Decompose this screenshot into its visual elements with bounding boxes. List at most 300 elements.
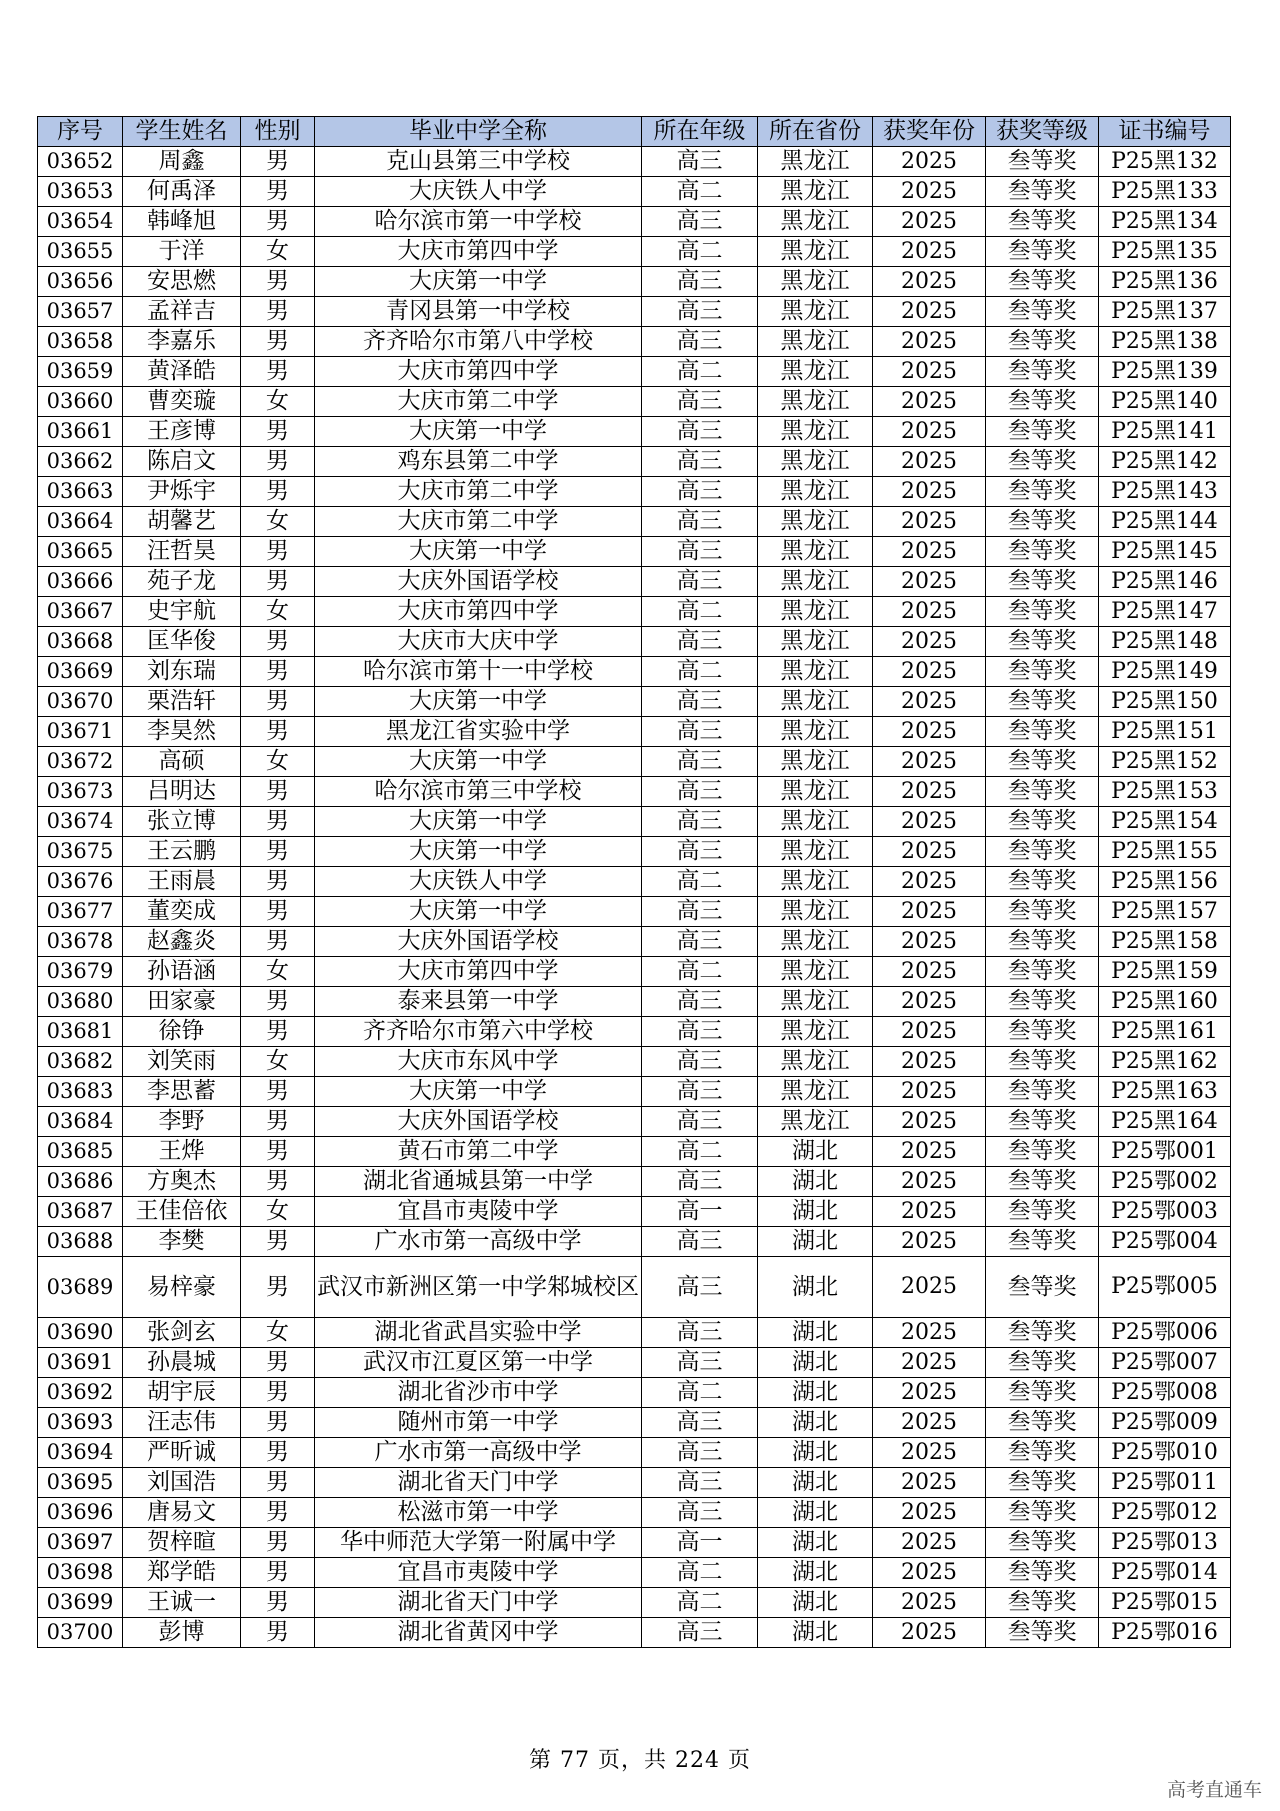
table-row [38, 1017, 1231, 1047]
cell-gender: 男 [241, 807, 315, 837]
cell-id: 03690 [38, 1318, 123, 1348]
cell-grade: 高三 [642, 1227, 758, 1257]
cell-cert: P25黑132 [1099, 147, 1231, 177]
cell-school: 大庆第一中学 [315, 897, 642, 927]
cell-year: 2025 [873, 867, 986, 897]
cell-school: 青冈县第一中学校 [315, 297, 642, 327]
cell-cert: P25黑140 [1099, 387, 1231, 417]
cell-province: 黑龙江 [758, 717, 873, 747]
cell-name: 贺梓暄 [123, 1528, 241, 1558]
cell-grade: 高二 [642, 357, 758, 387]
cell-id: 03666 [38, 567, 123, 597]
cell-gender: 男 [241, 1017, 315, 1047]
cell-cert: P25黑138 [1099, 327, 1231, 357]
cell-name: 于洋 [123, 237, 241, 267]
cell-cert: P25黑158 [1099, 927, 1231, 957]
cell-year: 2025 [873, 807, 986, 837]
column-header-school: 毕业中学全称 [315, 117, 642, 147]
cell-gender: 男 [241, 1227, 315, 1257]
cell-province: 湖北 [758, 1348, 873, 1378]
cell-gender: 男 [241, 297, 315, 327]
cell-cert: P25鄂008 [1099, 1378, 1231, 1408]
cell-level: 叁等奖 [986, 1137, 1099, 1167]
cell-province: 湖北 [758, 1197, 873, 1227]
cell-school: 大庆市第四中学 [315, 597, 642, 627]
cell-province: 黑龙江 [758, 267, 873, 297]
cell-id: 03697 [38, 1528, 123, 1558]
cell-year: 2025 [873, 1017, 986, 1047]
column-header-level: 获奖等级 [986, 117, 1099, 147]
cell-cert: P25鄂007 [1099, 1348, 1231, 1378]
cell-school: 大庆第一中学 [315, 417, 642, 447]
table-row [38, 1498, 1231, 1528]
cell-id: 03687 [38, 1197, 123, 1227]
cell-province: 湖北 [758, 1498, 873, 1528]
cell-grade: 高三 [642, 1107, 758, 1137]
cell-name: 陈启文 [123, 447, 241, 477]
cell-gender: 男 [241, 207, 315, 237]
cell-id: 03662 [38, 447, 123, 477]
cell-cert: P25鄂014 [1099, 1558, 1231, 1588]
cell-year: 2025 [873, 387, 986, 417]
cell-level: 叁等奖 [986, 1378, 1099, 1408]
cell-id: 03682 [38, 1047, 123, 1077]
cell-province: 黑龙江 [758, 657, 873, 687]
cell-year: 2025 [873, 1348, 986, 1378]
cell-gender: 男 [241, 477, 315, 507]
cell-year: 2025 [873, 1468, 986, 1498]
cell-school: 广水市第一高级中学 [315, 1227, 642, 1257]
cell-level: 叁等奖 [986, 1468, 1099, 1498]
cell-grade: 高三 [642, 717, 758, 747]
cell-school: 大庆外国语学校 [315, 567, 642, 597]
cell-level: 叁等奖 [986, 207, 1099, 237]
cell-grade: 高三 [642, 987, 758, 1017]
cell-gender: 男 [241, 777, 315, 807]
cell-level: 叁等奖 [986, 1408, 1099, 1438]
cell-gender: 男 [241, 1558, 315, 1588]
cell-school: 大庆市大庆中学 [315, 627, 642, 657]
table-row [38, 297, 1231, 327]
cell-year: 2025 [873, 837, 986, 867]
table-row [38, 1618, 1231, 1648]
table-row [38, 1408, 1231, 1438]
cell-school: 哈尔滨市第十一中学校 [315, 657, 642, 687]
cell-province: 黑龙江 [758, 237, 873, 267]
cell-year: 2025 [873, 987, 986, 1017]
cell-province: 黑龙江 [758, 1077, 873, 1107]
cell-id: 03699 [38, 1588, 123, 1618]
cell-grade: 高三 [642, 1468, 758, 1498]
table-row [38, 147, 1231, 177]
cell-cert: P25鄂006 [1099, 1318, 1231, 1348]
cell-province: 黑龙江 [758, 597, 873, 627]
cell-grade: 高三 [642, 447, 758, 477]
cell-school: 大庆外国语学校 [315, 927, 642, 957]
cell-grade: 高三 [642, 897, 758, 927]
cell-cert: P25黑147 [1099, 597, 1231, 627]
cell-id: 03656 [38, 267, 123, 297]
table-row [38, 1318, 1231, 1348]
cell-year: 2025 [873, 1618, 986, 1648]
cell-grade: 高一 [642, 1197, 758, 1227]
table-row [38, 1047, 1231, 1077]
cell-level: 叁等奖 [986, 747, 1099, 777]
cell-id: 03652 [38, 147, 123, 177]
cell-id: 03675 [38, 837, 123, 867]
cell-gender: 女 [241, 237, 315, 267]
cell-year: 2025 [873, 1257, 986, 1318]
cell-year: 2025 [873, 897, 986, 927]
cell-year: 2025 [873, 1047, 986, 1077]
cell-cert: P25黑150 [1099, 687, 1231, 717]
cell-gender: 男 [241, 1077, 315, 1107]
cell-id: 03695 [38, 1468, 123, 1498]
cell-province: 黑龙江 [758, 807, 873, 837]
cell-gender: 女 [241, 747, 315, 777]
cell-grade: 高三 [642, 1438, 758, 1468]
cell-year: 2025 [873, 627, 986, 657]
table-row [38, 807, 1231, 837]
cell-school: 大庆第一中学 [315, 747, 642, 777]
cell-level: 叁等奖 [986, 1348, 1099, 1378]
cell-name: 史宇航 [123, 597, 241, 627]
cell-id: 03696 [38, 1498, 123, 1528]
cell-name: 安思燃 [123, 267, 241, 297]
cell-school: 广水市第一高级中学 [315, 1438, 642, 1468]
cell-cert: P25黑146 [1099, 567, 1231, 597]
cell-year: 2025 [873, 1498, 986, 1528]
header-row [38, 117, 1231, 147]
cell-level: 叁等奖 [986, 1017, 1099, 1047]
cell-level: 叁等奖 [986, 237, 1099, 267]
cell-province: 黑龙江 [758, 837, 873, 867]
cell-year: 2025 [873, 687, 986, 717]
cell-school: 泰来县第一中学 [315, 987, 642, 1017]
cell-gender: 男 [241, 1167, 315, 1197]
cell-name: 吕明达 [123, 777, 241, 807]
cell-year: 2025 [873, 567, 986, 597]
cell-school: 大庆铁人中学 [315, 177, 642, 207]
cell-cert: P25黑153 [1099, 777, 1231, 807]
cell-gender: 男 [241, 1498, 315, 1528]
cell-name: 高硕 [123, 747, 241, 777]
cell-year: 2025 [873, 1318, 986, 1348]
cell-province: 湖北 [758, 1137, 873, 1167]
cell-gender: 男 [241, 357, 315, 387]
cell-province: 黑龙江 [758, 207, 873, 237]
table-row [38, 1438, 1231, 1468]
cell-cert: P25黑160 [1099, 987, 1231, 1017]
table-row [38, 867, 1231, 897]
cell-name: 刘笑雨 [123, 1047, 241, 1077]
cell-grade: 高三 [642, 417, 758, 447]
cell-level: 叁等奖 [986, 177, 1099, 207]
cell-gender: 男 [241, 1408, 315, 1438]
cell-name: 何禹泽 [123, 177, 241, 207]
cell-school: 大庆外国语学校 [315, 1107, 642, 1137]
table-row [38, 957, 1231, 987]
cell-school: 湖北省通城县第一中学 [315, 1167, 642, 1197]
cell-cert: P25鄂004 [1099, 1227, 1231, 1257]
cell-gender: 男 [241, 417, 315, 447]
cell-level: 叁等奖 [986, 957, 1099, 987]
cell-gender: 男 [241, 267, 315, 297]
cell-id: 03686 [38, 1167, 123, 1197]
cell-province: 湖北 [758, 1378, 873, 1408]
table-row [38, 597, 1231, 627]
cell-id: 03680 [38, 987, 123, 1017]
cell-school: 大庆市东风中学 [315, 1047, 642, 1077]
cell-grade: 高三 [642, 627, 758, 657]
cell-grade: 高三 [642, 807, 758, 837]
cell-year: 2025 [873, 657, 986, 687]
table-row [38, 357, 1231, 387]
cell-cert: P25黑163 [1099, 1077, 1231, 1107]
cell-school: 大庆市第二中学 [315, 507, 642, 537]
cell-grade: 高三 [642, 507, 758, 537]
cell-id: 03677 [38, 897, 123, 927]
cell-cert: P25鄂002 [1099, 1167, 1231, 1197]
cell-grade: 高三 [642, 1017, 758, 1047]
cell-level: 叁等奖 [986, 147, 1099, 177]
cell-name: 田家豪 [123, 987, 241, 1017]
cell-grade: 高三 [642, 687, 758, 717]
cell-level: 叁等奖 [986, 387, 1099, 417]
cell-school: 随州市第一中学 [315, 1408, 642, 1438]
cell-cert: P25黑161 [1099, 1017, 1231, 1047]
cell-grade: 高三 [642, 1408, 758, 1438]
cell-province: 湖北 [758, 1167, 873, 1197]
cell-cert: P25鄂005 [1099, 1257, 1231, 1318]
column-header-province: 所在省份 [758, 117, 873, 147]
table-row [38, 1107, 1231, 1137]
cell-gender: 女 [241, 507, 315, 537]
cell-province: 黑龙江 [758, 297, 873, 327]
cell-cert: P25黑142 [1099, 447, 1231, 477]
cell-level: 叁等奖 [986, 1438, 1099, 1468]
cell-gender: 男 [241, 1257, 315, 1318]
table-row [38, 717, 1231, 747]
cell-id: 03671 [38, 717, 123, 747]
cell-gender: 男 [241, 987, 315, 1017]
cell-cert: P25黑154 [1099, 807, 1231, 837]
cell-province: 湖北 [758, 1528, 873, 1558]
cell-gender: 男 [241, 717, 315, 747]
cell-level: 叁等奖 [986, 447, 1099, 477]
table-row [38, 387, 1231, 417]
cell-level: 叁等奖 [986, 1588, 1099, 1618]
cell-province: 黑龙江 [758, 927, 873, 957]
cell-cert: P25黑164 [1099, 1107, 1231, 1137]
cell-province: 黑龙江 [758, 177, 873, 207]
cell-cert: P25黑145 [1099, 537, 1231, 567]
table-body [38, 147, 1231, 1648]
cell-province: 湖北 [758, 1227, 873, 1257]
cell-gender: 男 [241, 1468, 315, 1498]
cell-gender: 男 [241, 1438, 315, 1468]
cell-grade: 高三 [642, 147, 758, 177]
cell-name: 孟祥吉 [123, 297, 241, 327]
cell-cert: P25黑159 [1099, 957, 1231, 987]
cell-cert: P25黑133 [1099, 177, 1231, 207]
cell-province: 黑龙江 [758, 507, 873, 537]
cell-gender: 男 [241, 1348, 315, 1378]
cell-gender: 男 [241, 1378, 315, 1408]
cell-school: 宜昌市夷陵中学 [315, 1558, 642, 1588]
cell-level: 叁等奖 [986, 507, 1099, 537]
cell-gender: 男 [241, 927, 315, 957]
cell-cert: P25鄂010 [1099, 1438, 1231, 1468]
cell-gender: 男 [241, 837, 315, 867]
cell-name: 尹烁宇 [123, 477, 241, 507]
table-row [38, 1468, 1231, 1498]
cell-school: 哈尔滨市第一中学校 [315, 207, 642, 237]
cell-gender: 男 [241, 177, 315, 207]
cell-school: 黄石市第二中学 [315, 1137, 642, 1167]
cell-cert: P25黑155 [1099, 837, 1231, 867]
cell-year: 2025 [873, 327, 986, 357]
cell-name: 李野 [123, 1107, 241, 1137]
table-row [38, 1167, 1231, 1197]
cell-name: 李樊 [123, 1227, 241, 1257]
cell-grade: 高二 [642, 1558, 758, 1588]
cell-grade: 高三 [642, 1498, 758, 1528]
cell-grade: 高三 [642, 837, 758, 867]
cell-province: 湖北 [758, 1558, 873, 1588]
award-list-table [37, 116, 1231, 1648]
cell-province: 黑龙江 [758, 627, 873, 657]
table-row [38, 1588, 1231, 1618]
cell-province: 湖北 [758, 1257, 873, 1318]
table-row [38, 507, 1231, 537]
cell-year: 2025 [873, 597, 986, 627]
cell-cert: P25鄂016 [1099, 1618, 1231, 1648]
cell-grade: 高二 [642, 867, 758, 897]
cell-year: 2025 [873, 477, 986, 507]
table-row [38, 687, 1231, 717]
table-row [38, 1348, 1231, 1378]
column-header-cert: 证书编号 [1099, 117, 1231, 147]
cell-cert: P25黑139 [1099, 357, 1231, 387]
cell-school: 黑龙江省实验中学 [315, 717, 642, 747]
cell-cert: P25黑136 [1099, 267, 1231, 297]
cell-name: 王烨 [123, 1137, 241, 1167]
cell-level: 叁等奖 [986, 297, 1099, 327]
cell-grade: 高三 [642, 387, 758, 417]
cell-year: 2025 [873, 1408, 986, 1438]
cell-cert: P25黑148 [1099, 627, 1231, 657]
cell-gender: 男 [241, 147, 315, 177]
cell-school: 宜昌市夷陵中学 [315, 1197, 642, 1227]
cell-id: 03678 [38, 927, 123, 957]
cell-grade: 高三 [642, 1257, 758, 1318]
cell-name: 曹奕璇 [123, 387, 241, 417]
table-row [38, 327, 1231, 357]
cell-level: 叁等奖 [986, 1077, 1099, 1107]
cell-school: 克山县第三中学校 [315, 147, 642, 177]
cell-gender: 男 [241, 327, 315, 357]
cell-gender: 男 [241, 1618, 315, 1648]
cell-year: 2025 [873, 297, 986, 327]
cell-year: 2025 [873, 777, 986, 807]
cell-grade: 高三 [642, 477, 758, 507]
cell-province: 黑龙江 [758, 477, 873, 507]
cell-year: 2025 [873, 717, 986, 747]
column-header-name: 学生姓名 [123, 117, 241, 147]
cell-name: 李昊然 [123, 717, 241, 747]
cell-year: 2025 [873, 1227, 986, 1257]
cell-name: 周鑫 [123, 147, 241, 177]
cell-gender: 女 [241, 1047, 315, 1077]
cell-level: 叁等奖 [986, 657, 1099, 687]
cell-grade: 高三 [642, 1618, 758, 1648]
cell-id: 03669 [38, 657, 123, 687]
cell-name: 孙晨城 [123, 1348, 241, 1378]
cell-cert: P25黑162 [1099, 1047, 1231, 1077]
cell-level: 叁等奖 [986, 627, 1099, 657]
cell-id: 03654 [38, 207, 123, 237]
cell-id: 03691 [38, 1348, 123, 1378]
cell-name: 胡宇辰 [123, 1378, 241, 1408]
cell-name: 王云鹏 [123, 837, 241, 867]
cell-grade: 高三 [642, 927, 758, 957]
cell-gender: 男 [241, 1528, 315, 1558]
cell-year: 2025 [873, 957, 986, 987]
cell-level: 叁等奖 [986, 327, 1099, 357]
cell-gender: 女 [241, 1318, 315, 1348]
cell-province: 黑龙江 [758, 147, 873, 177]
cell-name: 方奥杰 [123, 1167, 241, 1197]
table-row [38, 1197, 1231, 1227]
cell-level: 叁等奖 [986, 267, 1099, 297]
cell-school: 松滋市第一中学 [315, 1498, 642, 1528]
cell-province: 湖北 [758, 1468, 873, 1498]
table-row [38, 1227, 1231, 1257]
cell-school: 华中师范大学第一附属中学 [315, 1528, 642, 1558]
cell-grade: 高三 [642, 567, 758, 597]
cell-school: 湖北省武昌实验中学 [315, 1318, 642, 1348]
cell-level: 叁等奖 [986, 927, 1099, 957]
cell-id: 03685 [38, 1137, 123, 1167]
cell-level: 叁等奖 [986, 777, 1099, 807]
cell-id: 03673 [38, 777, 123, 807]
cell-grade: 高三 [642, 1077, 758, 1107]
cell-id: 03689 [38, 1257, 123, 1318]
cell-province: 黑龙江 [758, 1047, 873, 1077]
cell-year: 2025 [873, 1197, 986, 1227]
cell-id: 03657 [38, 297, 123, 327]
cell-year: 2025 [873, 1137, 986, 1167]
column-header-year: 获奖年份 [873, 117, 986, 147]
cell-gender: 男 [241, 1588, 315, 1618]
cell-year: 2025 [873, 747, 986, 777]
table-row [38, 627, 1231, 657]
cell-school: 湖北省天门中学 [315, 1468, 642, 1498]
cell-level: 叁等奖 [986, 1197, 1099, 1227]
cell-id: 03693 [38, 1408, 123, 1438]
cell-year: 2025 [873, 1588, 986, 1618]
cell-level: 叁等奖 [986, 897, 1099, 927]
cell-year: 2025 [873, 147, 986, 177]
table-row [38, 537, 1231, 567]
cell-grade: 高三 [642, 297, 758, 327]
corner-watermark-text: 高考直通车 [1166, 1779, 1262, 1801]
cell-year: 2025 [873, 237, 986, 267]
cell-cert: P25黑134 [1099, 207, 1231, 237]
cell-name: 刘东瑞 [123, 657, 241, 687]
cell-cert: P25鄂003 [1099, 1197, 1231, 1227]
